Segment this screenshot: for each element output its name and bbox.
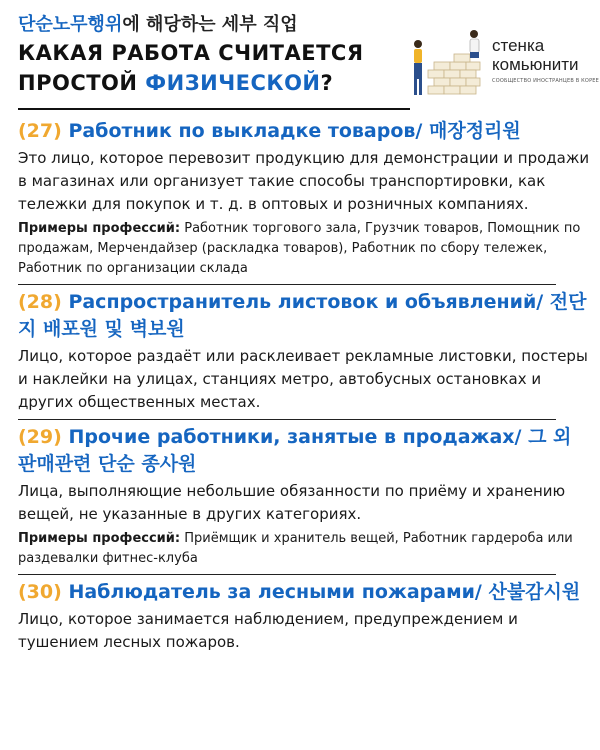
section-examples <box>18 529 592 569</box>
section-27 <box>18 118 592 285</box>
section-title-text: Работник по выкладке товаров/ 매장정리원 <box>68 120 521 142</box>
page-header <box>18 12 418 98</box>
logo-name <box>492 36 579 74</box>
section-description: Это лицо, которое перевозит продукцию для демонстрации и продажи в магазинах или организует такие способы транспортировки, как тележки для покупок и т. д. в оптовых и розничных компаниях. <box>18 149 590 213</box>
section-number: (27) <box>18 120 62 142</box>
examples-text: Приёмщик и хранитель вещей, Работник гардероба или раздевалки фитнес-клуба <box>18 531 573 566</box>
russian-heading-line-2 <box>18 68 418 98</box>
korean-heading-rest: 에 해당하는 세부 직업 <box>122 14 298 35</box>
logo-subtitle: СООБЩЕСТВО ИНОСТРАНЦЕВ В КОРЕЕ <box>492 78 599 84</box>
brick-wall-workers-icon <box>408 22 492 110</box>
korean-heading-highlight: 단순노무행위 <box>18 14 123 35</box>
examples-label: Примеры профессий: <box>18 221 181 236</box>
section-29 <box>18 424 592 575</box>
section-divider <box>18 284 556 285</box>
sections-list <box>18 118 592 654</box>
section-description: Лицо, которое раздаёт или расклеивает рекламные листовки, постеры и наклейки на улицах, станциях метро, автобусных остановках и других общественных местах. <box>18 347 588 411</box>
section-description: Лица, выполняющие небольшие обязанности по приёму и хранению вещей, не указанные в других категориях. <box>18 482 566 523</box>
section-title <box>18 424 592 478</box>
examples-text: Работник торгового зала, Грузчик товаров, Помощник по продажам, Мерчендайзер (раскладка товаров), Работник по сбору тележек, Работник по организации склада <box>18 221 581 276</box>
section-examples <box>18 219 592 279</box>
russian-heading-plain: ПРОСТОЙ <box>18 71 146 95</box>
section-title-text: Распространитель листовок и объявлений/ 전단지 배포원 및 벽보원 <box>18 291 587 340</box>
section-28 <box>18 289 592 420</box>
section-title <box>18 289 592 343</box>
section-divider <box>18 574 556 575</box>
examples-label: Примеры профессий: <box>18 531 181 546</box>
logo-name-line-2: комьюнити <box>492 55 579 74</box>
korean-heading <box>18 12 418 38</box>
section-title-text: Прочие работники, занятые в продажах/ 그 외 판매관련 단순 종사원 <box>18 426 572 475</box>
russian-heading-highlight: ФИЗИЧЕСКОЙ <box>145 71 321 95</box>
section-title <box>18 579 592 606</box>
russian-heading-end: ? <box>320 71 334 95</box>
section-divider <box>18 419 556 420</box>
section-title-text: Наблюдатель за лесными пожарами/ 산불감시원 <box>68 581 581 603</box>
logo-name-line-1: стенка <box>492 36 545 55</box>
russian-heading-line-1: КАКАЯ РАБОТА СЧИТАЕТСЯ <box>18 41 364 65</box>
section-description: Лицо, которое занимается наблюдением, предупреждением и тушением лесных пожаров. <box>18 610 518 651</box>
section-number: (30) <box>18 581 62 603</box>
section-number: (28) <box>18 291 62 313</box>
logo <box>408 22 599 110</box>
section-30 <box>18 579 592 654</box>
section-number: (29) <box>18 426 62 448</box>
section-title <box>18 118 592 145</box>
header-divider <box>18 108 410 110</box>
